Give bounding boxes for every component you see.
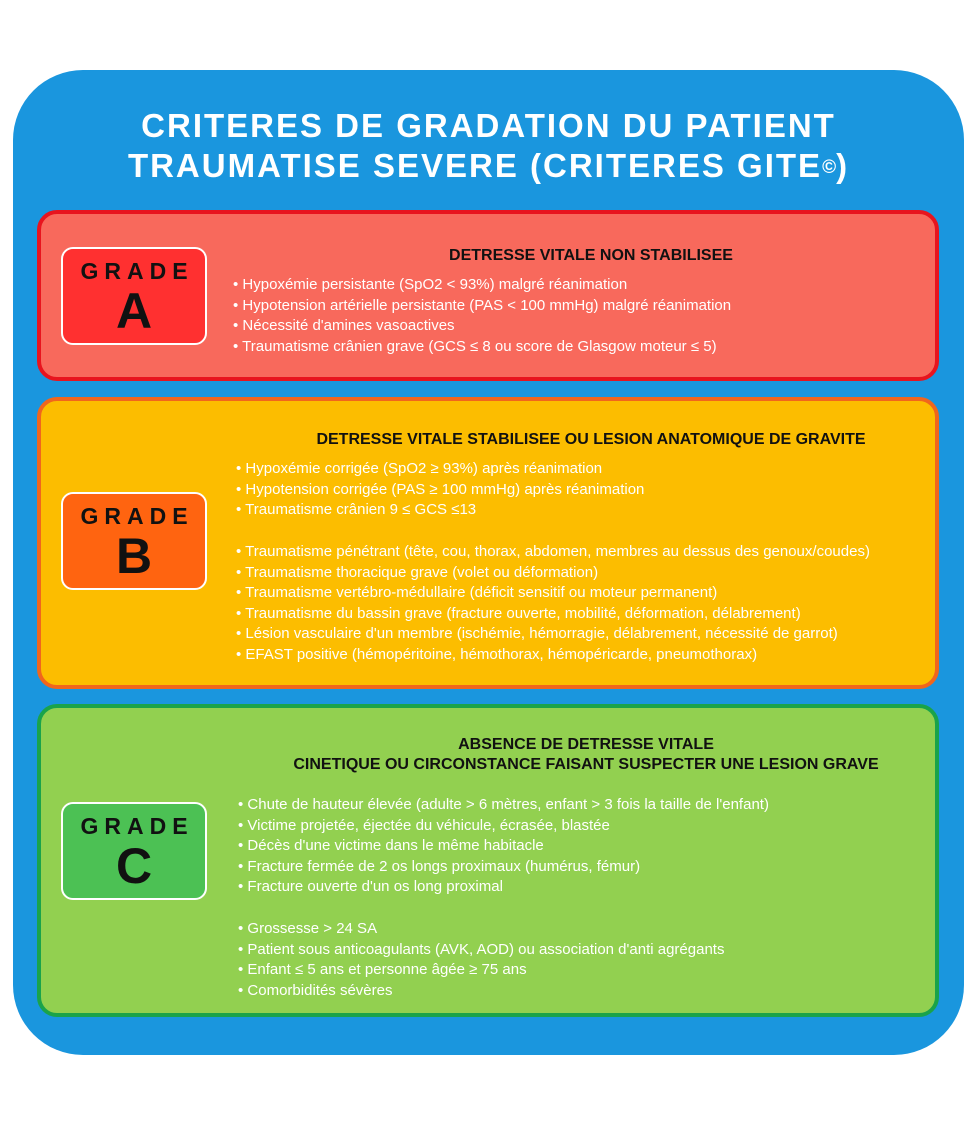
grade-b-letter: B [115,528,153,584]
criterion-item: • Traumatisme vertébro-médullaire (déficit sensitif ou moteur permanent) [236,583,870,604]
title-line-1: CRITERES DE GRADATION DU PATIENT [141,107,836,144]
criterion-item: • Fracture fermée de 2 os longs proximaux (humérus, fémur) [238,857,769,878]
grade-a-heading-line: DETRESSE VITALE NON STABILISEE [449,247,733,264]
grade-c-badge [61,802,207,900]
grade-b-label: GRADE [80,503,194,529]
criterion-item: • Traumatisme pénétrant (tête, cou, thorax, abdomen, membres au dessus des genoux/coudes) [236,542,870,563]
title-line-2 [13,146,964,186]
criterion-item: • Patient sous anticoagulants (AVK, AOD) ou association d'anti agrégants [238,940,724,961]
grade-b-criteria-anatomical [236,542,870,666]
grade-a-card [37,210,939,381]
criterion-item: • Hypoxémie persistante (SpO2 < 93%) malgré réanimation [233,275,731,296]
criterion-item: • Victime projetée, éjectée du véhicule, écrasée, blastée [238,816,769,837]
copyright-mark: © [822,157,837,178]
criterion-item: • Fracture ouverte d'un os long proximal [238,877,769,898]
page-title [13,106,964,186]
criterion-item: • Enfant ≤ 5 ans et personne âgée ≥ 75 ans [238,960,724,981]
criterion-item: • Lésion vasculaire d'un membre (ischémie, hémorragie, délabrement, nécessité de garrot) [236,624,870,645]
grade-b-heading-line: DETRESSE VITALE STABILISEE OU LESION ANATOMIQUE DE GRAVITE [316,431,866,448]
criterion-item: • Décès d'une victime dans le même habitacle [238,836,769,857]
criterion-item: • Traumatisme crânien 9 ≤ GCS ≤13 [236,500,644,521]
criterion-item: • Nécessité d'amines vasoactives [233,316,731,337]
grade-c-card [37,704,939,1017]
grade-a-letter: A [115,283,153,339]
grade-c-label: GRADE [80,813,194,839]
criterion-item: • Traumatisme du bassin grave (fracture ouverte, mobilité, déformation, délabrement) [236,604,870,625]
criterion-item: • Hypotension artérielle persistante (PAS < 100 mmHg) malgré réanimation [233,296,731,317]
criterion-item: • Traumatisme thoracique grave (volet ou déformation) [236,563,870,584]
grade-b-card [37,397,939,689]
grade-b-badge [61,492,207,590]
criterion-item: • Chute de hauteur élevée (adulte > 6 mètres, enfant > 3 fois la taille de l'enfant) [238,795,769,816]
grade-a-criteria [233,275,731,357]
criterion-item: • Hypoxémie corrigée (SpO2 ≥ 93%) après réanimation [236,459,644,480]
grade-c-criteria-terrain [238,919,724,1001]
grade-c-criteria-kinetic [238,795,769,898]
grade-b-heading [241,430,941,450]
grade-a-label: GRADE [80,258,194,284]
grade-c-heading-line-2: CINETIQUE OU CIRCONSTANCE FAISANT SUSPECTER UNE LESION GRAVE [293,756,879,773]
grade-a-heading [371,246,811,266]
grade-c-heading [231,735,941,775]
title-close-paren: ) [836,147,850,184]
grade-a-badge [61,247,207,345]
grade-c-heading-line-1: ABSENCE DE DETRESSE VITALE [458,736,714,753]
criterion-item: • EFAST positive (hémopéritoine, hémothorax, hémopéricarde, pneumothorax) [236,645,870,666]
criterion-item: • Hypotension corrigée (PAS ≥ 100 mmHg) après réanimation [236,480,644,501]
grade-b-criteria-physiological [236,459,644,521]
title-line-2-text: TRAUMATISE SEVERE (CRITERES GITE [127,147,823,184]
criterion-item: • Comorbidités sévères [238,981,724,1002]
grade-c-letter: C [115,838,153,894]
criterion-item: • Grossesse > 24 SA [238,919,724,940]
criterion-item: • Traumatisme crânien grave (GCS ≤ 8 ou score de Glasgow moteur ≤ 5) [233,337,731,358]
